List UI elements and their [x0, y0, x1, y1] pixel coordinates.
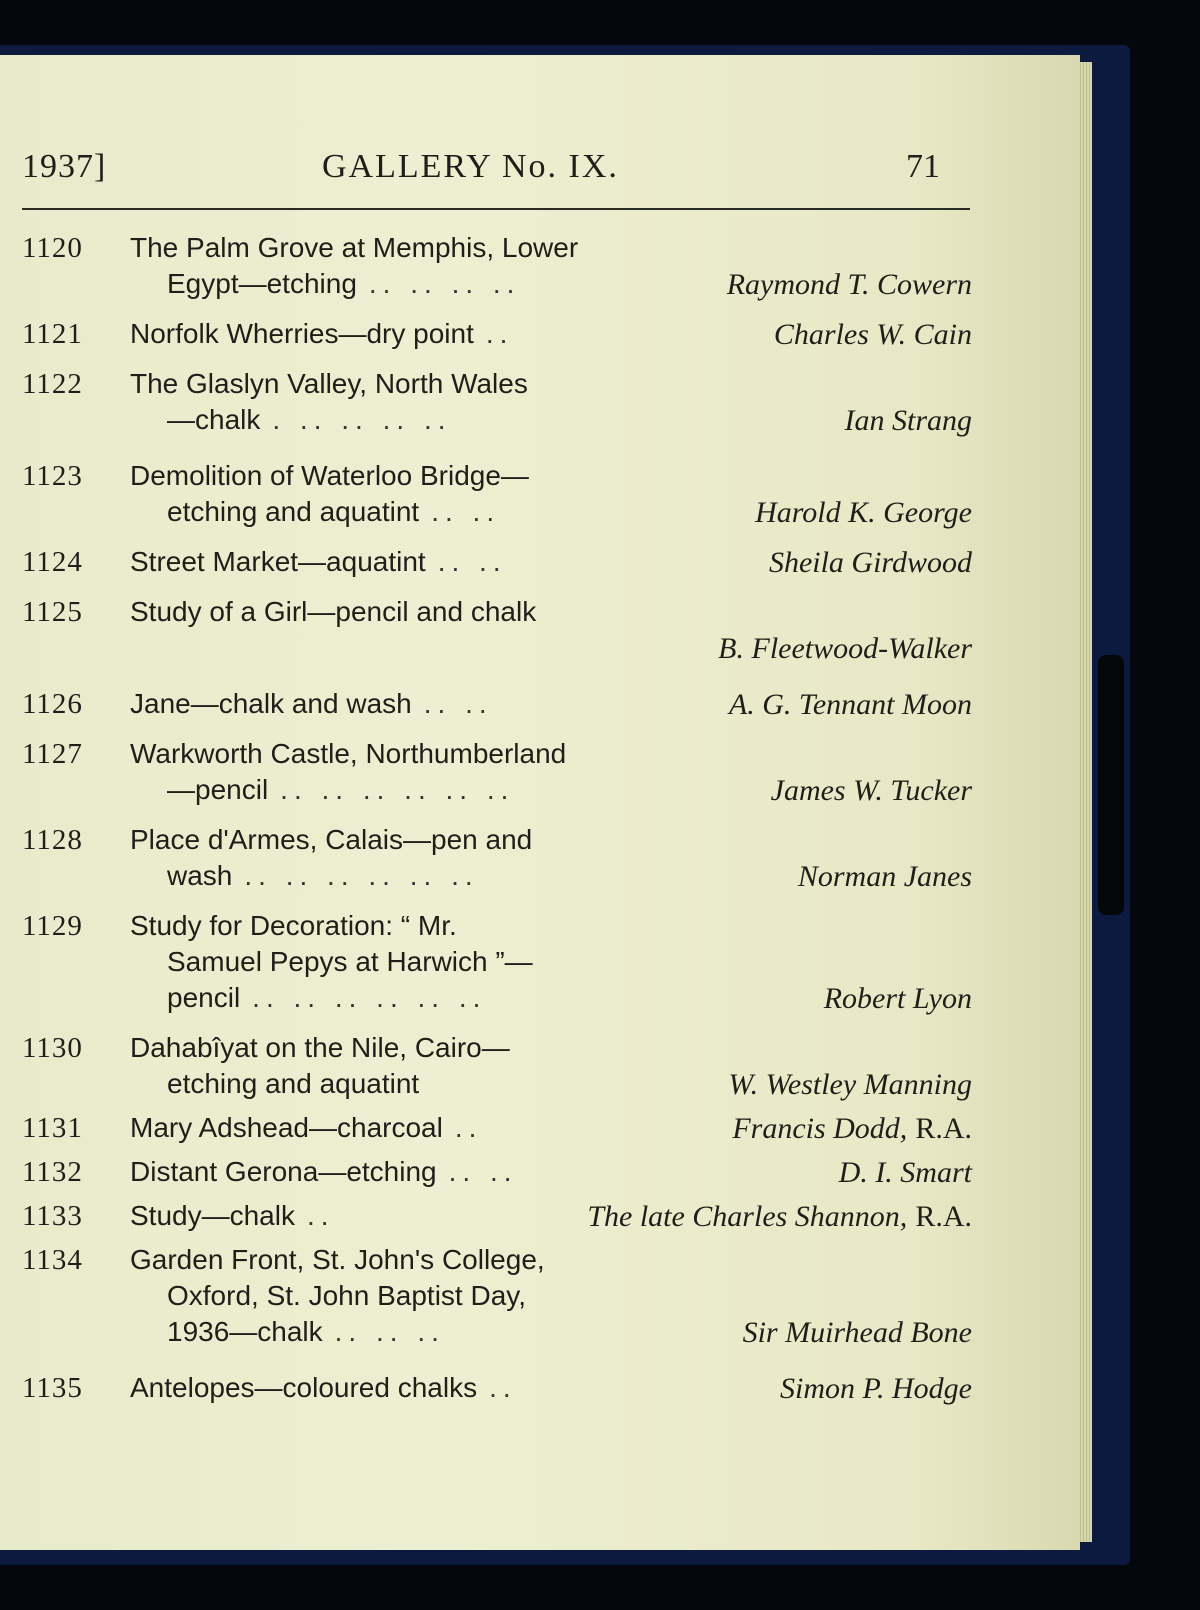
entry-title-line: [130, 232, 982, 268]
leader-dots: ..: [454, 1112, 483, 1143]
entry-title-text: —chalk: [167, 404, 261, 435]
artist-name: [755, 496, 972, 530]
leader-dots: .. ..: [423, 688, 493, 719]
artist-name: [845, 404, 973, 438]
entry-title-line: [167, 860, 982, 896]
catalogue-entry: [22, 1032, 982, 1104]
catalogue-entry: [22, 318, 982, 354]
catalogue-entry: [22, 1112, 982, 1148]
header-year: 1937]: [22, 148, 107, 185]
entry-title-line: [130, 738, 982, 774]
entry-title-line: [130, 460, 982, 496]
catalogue-entry: [22, 688, 982, 724]
entry-number: 1123: [22, 460, 83, 492]
artist-name-text: A. G. Tennant Moon: [728, 688, 972, 721]
leader-dots: .. .. ..: [334, 1316, 445, 1347]
entry-number: 1132: [22, 1156, 83, 1188]
entry-title-line: [167, 774, 982, 810]
entry-title-text: Oxford, St. John Baptist Day,: [167, 1280, 526, 1311]
entry-title-text: Jane—chalk and wash: [130, 688, 412, 719]
entry-number: 1129: [22, 910, 83, 942]
entry-title-text: The Palm Grove at Memphis, Lower: [130, 232, 579, 263]
artist-name-text: Charles W. Cain: [773, 318, 972, 351]
artist-name-text: Norman Janes: [797, 860, 972, 893]
artist-name-text: B. Fleetwood-Walker: [718, 632, 972, 665]
entry-title-text: Dahabîyat on the Nile, Cairo—: [130, 1032, 510, 1063]
entry-title-line: [167, 268, 982, 304]
artist-name: [771, 774, 972, 808]
artist-name-text: Robert Lyon: [823, 982, 972, 1015]
entry-title-text: etching and aquatint: [167, 496, 420, 527]
artist-name: [798, 860, 972, 894]
entry-title-text: —pencil: [167, 774, 269, 805]
leader-dots: ..: [306, 1200, 335, 1231]
artist-name: [727, 268, 972, 302]
entry-number: 1121: [22, 318, 83, 350]
entry-title-text: etching and aquatint: [167, 1068, 420, 1099]
artist-name: [774, 318, 972, 352]
entry-title-text: Place d'Armes, Calais—pen and: [130, 824, 533, 855]
entry-title-text: Study for Decoration: “ Mr.: [130, 910, 457, 941]
artist-name-text: Ian Strang: [844, 404, 972, 437]
artist-name-text: The late Charles Shannon,: [587, 1200, 908, 1233]
leader-dots: .. .. .. ..: [368, 268, 521, 299]
entry-title-line: [130, 688, 982, 724]
entry-number: 1135: [22, 1372, 83, 1404]
entry-title-line: [130, 1372, 982, 1408]
entry-title-line: [130, 1032, 982, 1068]
entry-title-line: [167, 632, 982, 668]
catalogue-entry: [22, 368, 982, 440]
artist-name-text: Simon P. Hodge: [780, 1372, 972, 1405]
entry-title-line: [130, 1200, 982, 1236]
entry-number: 1131: [22, 1112, 83, 1144]
entry-title-line: [130, 1244, 982, 1280]
entry-title-line: [167, 1068, 982, 1104]
artist-name: [780, 1372, 972, 1406]
entry-title-text: wash: [167, 860, 233, 891]
running-header: [22, 148, 970, 210]
leader-dots: ..: [485, 318, 514, 349]
entry-title-text: Demolition of Waterloo Bridge—: [130, 460, 529, 491]
artist-suffix: R.A.: [915, 1112, 972, 1145]
artist-name-text: Harold K. George: [755, 496, 972, 529]
artist-name: [769, 546, 972, 580]
entry-number: 1126: [22, 688, 83, 720]
artist-name-text: Raymond T. Cowern: [726, 268, 972, 301]
entry-title-line: [130, 910, 982, 946]
leader-dots: .. ..: [437, 546, 507, 577]
entry-title-text: 1936—chalk: [167, 1316, 323, 1347]
entry-title-text: Samuel Pepys at Harwich ”—: [167, 946, 533, 977]
entry-title-text: The Glaslyn Valley, North Wales: [130, 368, 528, 399]
artist-suffix: R.A.: [915, 1200, 972, 1233]
leader-dots: .. .. .. .. .. ..: [252, 982, 487, 1013]
leader-dots: .. .. .. .. .. ..: [280, 774, 515, 805]
entry-title-text: Study of a Girl—pencil and chalk: [130, 596, 537, 627]
entry-title-line: [167, 404, 982, 440]
catalogue-entry: [22, 1372, 982, 1408]
entry-title-line: [167, 946, 982, 982]
artist-name: [718, 632, 972, 666]
entry-title-line: [130, 1156, 982, 1192]
catalogue-entry: [22, 910, 982, 1018]
entry-title-line: [130, 318, 982, 354]
entry-title-line: [130, 368, 982, 404]
catalogue-entry: [22, 1156, 982, 1192]
entry-title-line: [130, 596, 982, 632]
entry-title-text: Garden Front, St. John's College,: [130, 1244, 545, 1275]
entry-title-line: [167, 496, 982, 532]
leader-dots: .. .. .. .. .. ..: [244, 860, 479, 891]
page-number: 71: [906, 148, 940, 185]
entry-title-line: [167, 982, 982, 1018]
entry-title-text: Egypt—etching: [167, 268, 357, 299]
artist-name-text: Sheila Girdwood: [768, 546, 972, 579]
entry-number: 1124: [22, 546, 83, 578]
catalogue-entry: [22, 738, 982, 810]
artist-name: [824, 982, 972, 1016]
leader-dots: .. ..: [431, 496, 501, 527]
entry-number: 1127: [22, 738, 83, 770]
entry-title-text: Study—chalk: [130, 1200, 295, 1231]
entry-title-line: [130, 824, 982, 860]
entry-title-line: [167, 1280, 982, 1316]
thumb-tab: [1098, 655, 1124, 915]
entry-title-line: [130, 1112, 982, 1148]
catalogue-entry: [22, 232, 982, 304]
entry-title-line: [167, 1316, 982, 1352]
leader-dots: . .. .. .. ..: [272, 404, 452, 435]
artist-name-text: D. I. Smart: [838, 1156, 972, 1189]
leader-dots: ..: [489, 1372, 517, 1403]
artist-name-text: Sir Muirhead Bone: [742, 1316, 972, 1349]
artist-name-text: James W. Tucker: [770, 774, 972, 807]
entry-title-text: Norfolk Wherries—dry point: [130, 318, 474, 349]
artist-name: [743, 1316, 972, 1350]
leader-dots: .. ..: [448, 1156, 518, 1187]
entry-number: 1120: [22, 232, 83, 264]
catalogue-entry: [22, 824, 982, 896]
entry-title-text: Distant Gerona—etching: [130, 1156, 437, 1187]
entry-number: 1122: [22, 368, 83, 400]
entry-number: 1128: [22, 824, 83, 856]
entry-number: 1125: [22, 596, 83, 628]
entry-number: 1134: [22, 1244, 83, 1276]
entry-title-text: Mary Adshead—charcoal: [130, 1112, 443, 1143]
entry-title-text: Warkworth Castle, Northumberland: [130, 738, 567, 769]
entry-number: 1130: [22, 1032, 83, 1064]
artist-name: [728, 1068, 972, 1102]
catalogue-entry: [22, 1200, 982, 1236]
header-title: GALLERY No. IX.: [322, 148, 619, 185]
entry-number: 1133: [22, 1200, 83, 1232]
entry-title-line: [130, 546, 982, 582]
entry-title-text: Antelopes—coloured chalks: [130, 1372, 478, 1403]
entry-title-text: Street Market—aquatint: [130, 546, 426, 577]
catalogue-entries: [22, 232, 982, 1408]
catalogue-entry: [22, 546, 982, 582]
catalogue-entry: [22, 596, 982, 668]
artist-name-text: W. Westley Manning: [728, 1068, 972, 1101]
catalogue-entry: [22, 460, 982, 532]
artist-name: [587, 1200, 972, 1234]
artist-name: [839, 1156, 972, 1190]
catalogue-entry: [22, 1244, 982, 1352]
artist-name-text: Francis Dodd,: [732, 1112, 908, 1145]
artist-name: [729, 688, 972, 722]
entry-title-text: pencil: [167, 982, 241, 1013]
artist-name: [732, 1112, 972, 1146]
